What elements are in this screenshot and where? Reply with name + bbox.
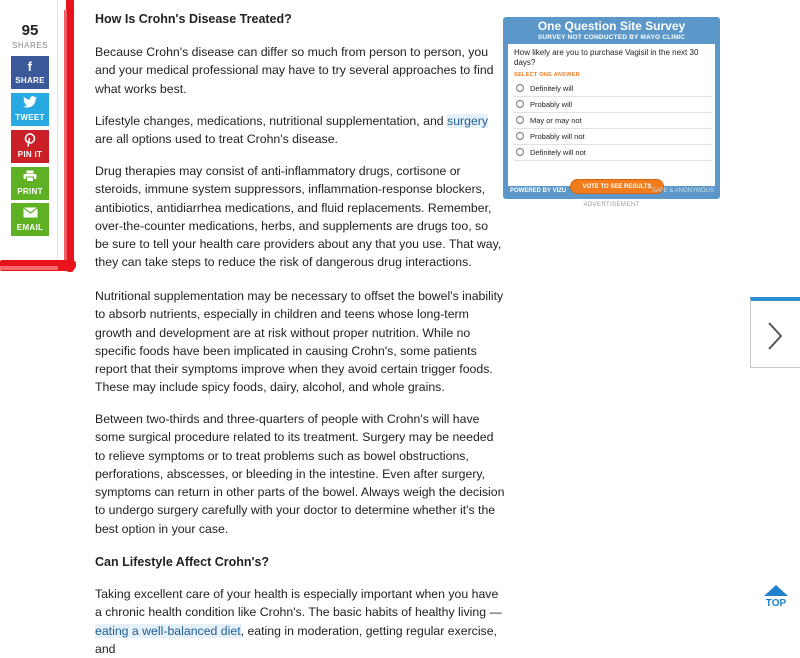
balanced-diet-link[interactable]: eating a well-balanced diet <box>95 623 241 638</box>
pinterest-icon <box>11 130 49 150</box>
survey-option[interactable]: Definitely will <box>514 81 712 97</box>
paragraph: Lifestyle changes, medications, nutritional supplementation, and surgery are all options used to treat Crohn's disease. <box>95 114 489 147</box>
vote-button[interactable]: VOTE TO SEE RESULTS <box>570 179 664 194</box>
survey-question: How likely are you to purchase Vagisil in the next 30 days? <box>514 48 699 67</box>
tweet-button[interactable] <box>11 93 49 126</box>
email-button[interactable] <box>11 203 49 236</box>
safe-anonymous-label: SAFE & ANONYMOUS <box>651 188 714 194</box>
surgery-link[interactable]: surgery <box>447 114 489 128</box>
email-label: EMAIL <box>16 223 44 232</box>
red-highlight-vertical <box>66 0 74 272</box>
survey-select-label: SELECT ONE ANSWER <box>514 72 581 78</box>
radio-button[interactable] <box>516 148 524 156</box>
survey-body <box>508 44 715 190</box>
share-count-label: SHARES <box>12 41 48 50</box>
printer-icon <box>11 167 49 187</box>
survey-option[interactable]: May or may not <box>514 113 712 129</box>
envelope-icon <box>11 203 49 223</box>
next-article-button[interactable] <box>750 297 800 368</box>
back-to-top-label: TOP <box>765 598 787 609</box>
powered-by-label[interactable]: POWERED BY VIZU <box>510 188 567 194</box>
tweet-label: TWEET <box>15 113 45 122</box>
facebook-share-button[interactable] <box>11 56 49 89</box>
radio-button[interactable] <box>516 100 524 108</box>
section-heading-lifestyle: Can Lifestyle Affect Crohn's? <box>95 555 270 569</box>
paragraph: Drug therapies may consist of anti-inflammatory drugs, cortisone or steroids, immune system suppressors, inflammation-response blockers, antibiotics, antidiarrhea medications, and fluid replacements. Remember, over-the-counter medications, herbs, and supplements are drugs too, so be sure to tell your health care providers about any that you use. That way, they can take steps to reduce the risk of dangerous drug interactions. <box>95 164 502 270</box>
survey-option[interactable]: Definitely will not <box>514 145 712 161</box>
survey-option[interactable]: Probably will <box>514 97 712 113</box>
paragraph: Taking excellent care of your health is especially important when you have a chronic health condition like Crohn's. The basic habits of healthy living — eating a well-balanced diet, eating in moderation, getting regular exercise, and <box>95 587 502 656</box>
radio-button[interactable] <box>516 116 524 124</box>
section-heading-treatment: How Is Crohn's Disease Treated? <box>95 12 292 26</box>
paragraph: Because Crohn's disease can differ so much from person to person, you and your medical professional may have to try several approaches to find what works best. <box>95 45 494 96</box>
survey-widget <box>503 17 720 199</box>
back-to-top-button[interactable] <box>761 583 791 613</box>
survey-option[interactable]: Probably will not <box>514 129 712 145</box>
twitter-bird-icon <box>11 93 49 113</box>
paragraph: Nutritional supplementation may be necessary to offset the bowel's inability to absorb nutrients, especially in children and teens whose long-term growth and development are at risk without proper nutrition. While no specific foods have been implicated in causing Crohn's, some patients report that their symptoms improve when they avoid certain trigger foods. These may include spicy foods, dairy, alcohol, and whole grains. <box>95 289 504 395</box>
facebook-icon: f <box>27 59 33 74</box>
survey-subtitle: SURVEY NOT CONDUCTED BY MAYO CLINIC <box>537 34 686 41</box>
paragraph: Between two-thirds and three-quarters of people with Crohn's will have some surgical procedure related to its treatment. Surgery may be needed to relieve symptoms or to treat problems such as bowel obstructions, perforations, abscesses, or bleeding in the intestine. Even after surgery, symptoms can return in other parts of the bowel. Always weigh the decision to undergo surgery carefully with your doctor to determine whether it's the best option in your case. <box>95 412 505 536</box>
print-button[interactable] <box>11 167 49 200</box>
chevron-right-icon <box>767 321 783 351</box>
print-label: PRINT <box>17 187 43 196</box>
facebook-share-label: SHARE <box>15 76 45 85</box>
survey-title: One Question Site Survey <box>537 19 686 33</box>
radio-button[interactable] <box>516 132 524 140</box>
share-count: 95 <box>21 22 39 39</box>
pin-it-label: PIN IT <box>17 150 43 159</box>
radio-button[interactable] <box>516 84 524 92</box>
pin-it-button[interactable] <box>11 130 49 163</box>
red-highlight-vertical-inner <box>64 10 67 265</box>
arrow-up-icon <box>763 583 789 597</box>
red-highlight-horizontal-inner <box>0 266 58 270</box>
advertisement-label: ADVERTISEMENT <box>583 202 640 208</box>
